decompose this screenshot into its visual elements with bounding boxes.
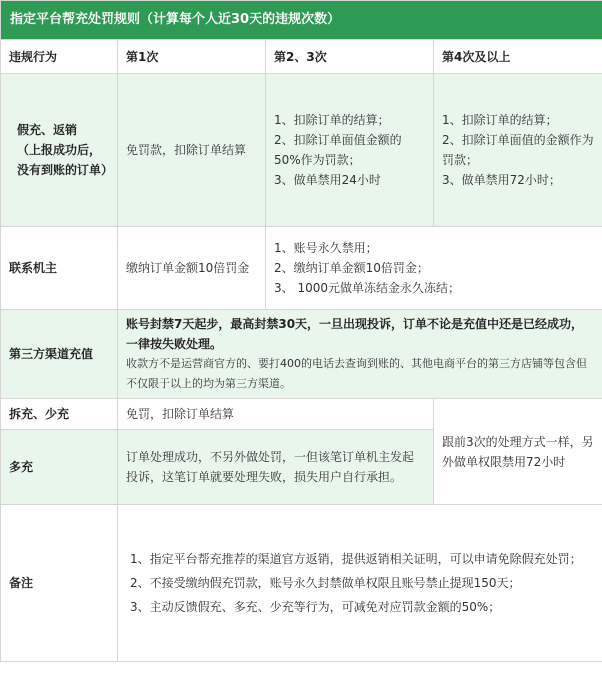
third-party-label: 第三方渠道充值 [1,310,118,399]
contact-owner-first: 缴纳订单金额10倍罚金 [118,227,266,310]
split-recharge-label: 拆充、少充 [1,399,118,430]
third-party-sub: 收款方不是运营商官方的、要打400的电话去查询到账的、其他电商平台的第三方店铺等包含但不仅限于以上的均为第三方渠道。 [126,357,587,390]
list-item: 3、 1000元做单冻结金永久冻结； [274,281,460,295]
false-recharge-sublabel: （上报成功后，没有到账的订单） [17,143,114,177]
row-third-party [1,310,602,399]
row-split-recharge [1,399,602,430]
contact-owner-label: 联系机主 [1,227,118,310]
false-recharge-first: 免罚款，扣除订单结算 [118,74,266,227]
header-fourth-plus: 第4次及以上 [434,40,602,74]
multi-recharge-label: 多充 [1,430,118,505]
list-item: 3、做单禁用24小时 [274,173,381,187]
header-first: 第1次 [118,40,266,74]
note-line: 1、指定平台帮充推荐的渠道官方返销，提供返销相关证明，可以申请免除假充处罚； [130,552,582,566]
multi-recharge-first: 订单处理成功，不另外做处罚，一但该笔订单机主发起投诉，这笔订单就要处理失败，损失用户自行承担。 [118,430,434,505]
list-item: 2、缴纳订单金额10倍罚金； [274,261,429,275]
row-contact-owner [1,227,602,310]
note-line: 2、不接受缴纳假充罚款，账号永久封禁做单权限且账号禁止提现150天； [130,576,521,590]
notes-label: 备注 [1,505,118,662]
header-violation: 违规行为 [1,40,118,74]
false-recharge-label: 假充、返销 [17,123,78,137]
header-second-third: 第2、3次 [266,40,434,74]
notes-content [118,505,602,662]
row-notes [1,505,602,662]
row-label-false-recharge [1,74,118,227]
contact-owner-rest [266,227,602,310]
split-recharge-first: 免罚，扣除订单结算 [118,399,434,430]
note-line: 3、主动反馈假充、多充、少充等行为，可减免对应罚款金额的50%； [130,600,501,614]
third-party-rules [118,310,602,399]
false-recharge-fourth [434,74,602,227]
row-false-recharge [1,74,602,227]
split-multi-rest: 跟前3次的处理方式一样，另外做单权限禁用72小时 [434,399,602,505]
table-title: 指定平台帮充处罚规则（计算每个人近30天的违规次数） [1,1,602,40]
list-item: 1、扣除订单的结算； [442,113,558,127]
list-item: 2、扣除订单面值的金额作为罚款； [442,133,594,167]
false-recharge-second [266,74,434,227]
list-item: 2、扣除订单面值金额的50%作为罚款； [274,133,402,167]
title-row [1,1,602,40]
list-item: 1、账号永久禁用； [274,241,378,255]
list-item: 3、做单禁用72小时； [442,173,561,187]
third-party-main: 账号封禁7天起步，最高封禁30天，一旦出现投诉，订单不论是充值中还是已经成功，一律按失败处理。 [126,317,584,351]
header-row [1,40,602,74]
list-item: 1、扣除订单的结算； [274,113,390,127]
